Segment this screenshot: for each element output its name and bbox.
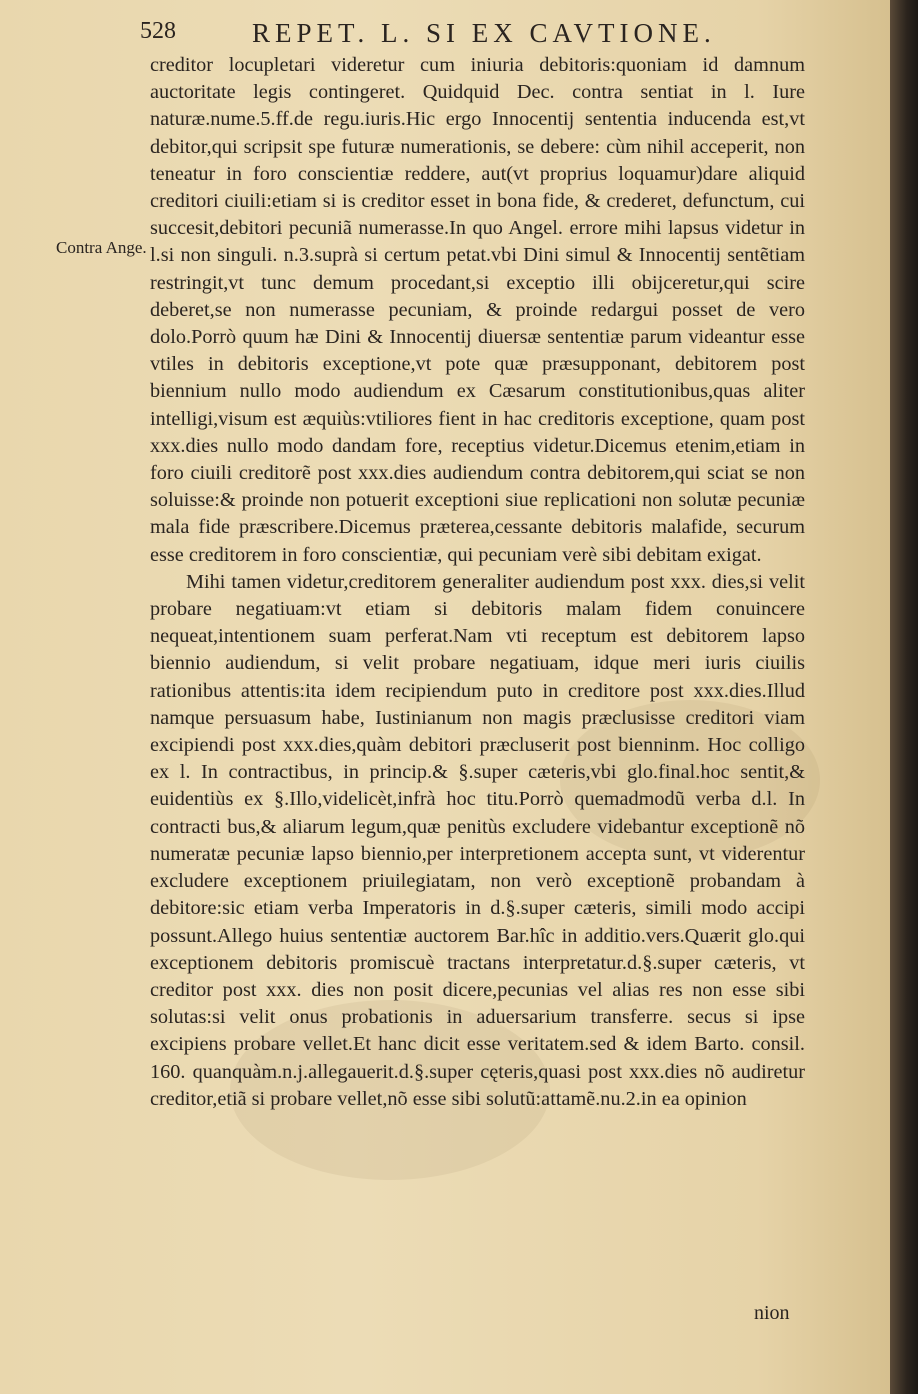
paragraph: creditor locupletari videretur cum iniuria debitoris:quoniam id damnum auctoritate legis contingeret. Quidquid Dec. contra sentiat in l. Iure naturæ.nume.5.ff.de regu.iuris.Hic ergo Innocentij sententia inducenda est,vt debitor,qui scripsit spe futuræ numerationis, se debere: cùm nihil acceperit, non teneatur in foro conscientiæ reddere, aut(vt proprius loquamur)dare aliquid creditori ciuili:etiam si is creditor esset in bona fide, & crederet, defunctum, cui succesit,debitori pecuniã numerasse.In quo Angel. errore mihi lapsus videtur in l.si non singuli. n.3.suprà si certum petat.vbi Dini simul & Innocentij sentẽtiam restringit,vt tunc demum procedant,si exceptio illi obijceretur,qui scire deberet,se non numerasse pecuniam, & proinde redargui posset de vero dolo.Porrò quum hæ Dini & Innocentij diuersæ sententiæ parum videantur esse vtiles in debitoris exceptione,vt pote quæ præsupponant, debitorem post biennium nullo modo audiendum ex Cæsarum constitutionibus,quas aliter intelligi,visum est æquiùs:vtiliores fient in hac creditoris exceptione, quam post xxx.dies nullo modo dandam fore, receptius videtur.Dicemus etenim,etiam in foro ciuili creditorẽ post xxx.dies audiendum contra debitorem,qui sciat se non soluisse:& proinde non potuerit exceptioni siue replicationi non solutæ pecuniæ mala fide præscribere.Dicemus præterea,cessante debitoris malafide, securum esse creditorem in foro conscientiæ, qui pecuniam verè sibi debitam exigat. xyxy=(150,54,805,566)
catchword: nion xyxy=(754,1302,790,1324)
paragraph: Mihi tamen videtur,creditorem generaliter audiendum post xxx. dies,si velit probare negatiuam:vt etiam si debitoris malam fidem conuincere nequeat,intentionem suam perferat.Nam vti receptum est debitorem lapso biennio audiendum, si velit probare negatiuam, idque meri iuris ciuilis rationibus attentis:ita idem recipiendum puto in creditore post xxx.dies.Illud namque persuasum habe, Iustinianum non magis præclusisse creditori viam excipiendi post xxx.dies,quàm debitori præcluserit post bienninm. Hoc colligo ex l. In contractibus, in princip.& §.super cæteris,vbi glo.final.hoc sentit,& euidentiùs ex §.Illo,videlicèt,infrà hoc titu.Porrò quemadmodũ verba d.l. In contracti bus,& aliarum legum,quæ penitùs excludere videbantur exceptionẽ nõ numeratæ pecuniæ lapso biennio,per interpretionem accepta sunt, vt viderentur excludere exceptionem priuilegiatam, non verò exceptionẽ probandam à debitore:sic etiam verba Imperatoris in d.§.super cæteris, simili modo accipi possunt.Allego huius sententiæ auctorem Bar.hîc in additio.vers.Quærit glo.qui exceptionem debitoris promiscuè tractans interpretatur.d.§.super cæteris, vt creditor post xxx. dies non posit dicere,pecunias vel alias res non esse sibi solutas:si velit onus probationis in aduersarium transferre. secus si ipse excipiens probare vellet.Et hanc dicit esse veritatem.sed & idem Barto. consil. 160. quanquàm.n.j.allegauerit.d.§.super cęteris,quasi post xxx.dies nõ audiretur creditor,etiã si probare vellet,nõ esse sibi solutũ:attamẽ.nu.2.in ea opinion xyxy=(150,570,805,1110)
book-spine xyxy=(890,0,918,1394)
running-title: REPET. L. SI EX CAVTIONE. xyxy=(252,18,716,48)
page-header xyxy=(140,12,860,46)
margin-note: Contra Ange. xyxy=(56,238,147,257)
page-number: 528 xyxy=(140,18,176,44)
body-text xyxy=(150,52,805,1113)
